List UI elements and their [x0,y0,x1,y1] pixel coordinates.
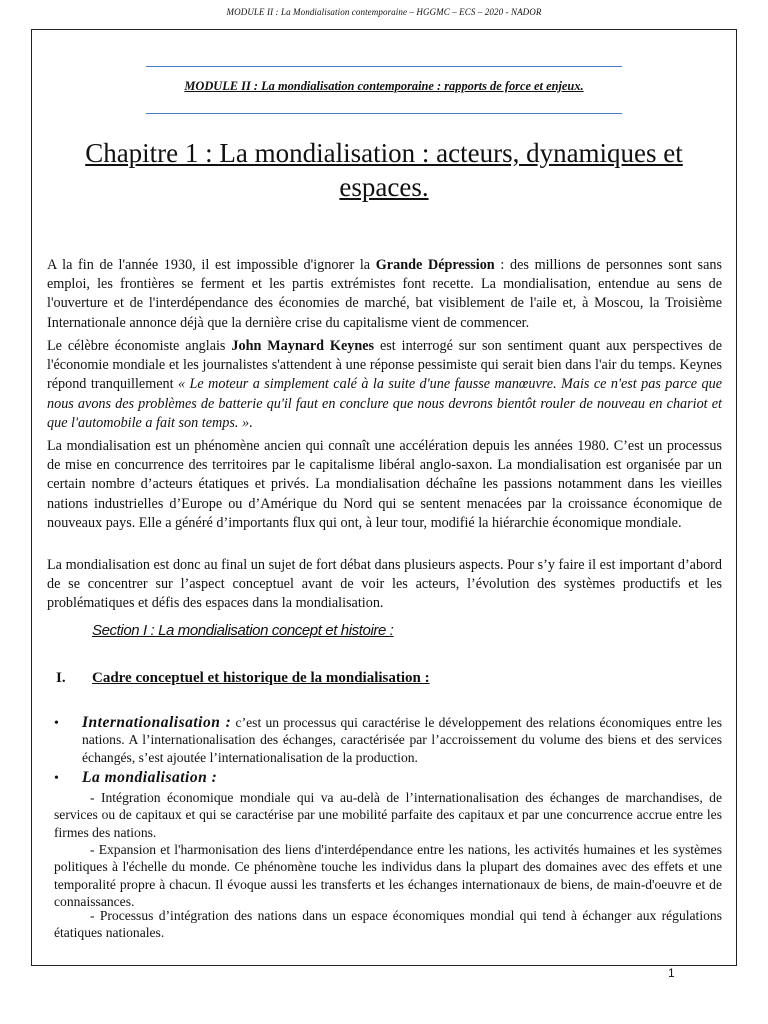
bottom-rule [146,113,622,114]
intro-paragraph-3: La mondialisation est un phénomène ancien qui connaît une accélération depuis les années 1980. C’est un processus de mise en concurrence des territoires par le capitalisme libéral anglo-saxon. La mondialisation est organisée par un certain nombre d’acteurs étatiques et privés. La mondialisation déchaîne les passions notamment dans les vieilles nations industrielles d’Europe ou d’Amérique du Nord qui se sentent menacées par la croissance économique de nouveaux pays. Elle a généré d’importants flux qui ont, à leur tour, modifié la hiérarchie économique mondiale. [47,438,722,531]
p2-text-e: . [249,414,253,431]
chapter-title: Chapitre 1 : La mondialisation : acteurs, dynamiques et espaces. [85,138,683,202]
intro-paragraph-4: La mondialisation est donc au final un sujet de fort débat dans plusieurs aspects. Pour s’y faire il est important d’abord de se concentrer sur l’aspect conceptuel avant de voir les acteurs, l’évolution des systèmes productifs et les problématiques et défis des espaces dans la mondialisation. [47,557,722,612]
mondialisation-item-3: - Processus d’intégration des nations dans un espace économiques mondial qui tend à échanger aux régulations étatiques nationales. [54,908,722,941]
grande-depression: Grande Dépression [375,257,495,273]
section-title: Section I : La mondialisation concept et histoire : [92,622,394,639]
running-header: MODULE II : La Mondialisation contemporaine – HGGMC – ECS – 2020 - NADOR [226,7,542,17]
p1-text-a: A la fin de l'année 1930, il est impossible d'ignorer la [47,257,376,273]
module-title: MODULE II : La mondialisation contemporaine : rapports de force et enjeux. [184,79,584,93]
keynes-name: John Maynard Keynes [231,338,375,354]
mondialisation-item-2: - Expansion et l'harmonisation des liens d'interdépendance entre les nations, les activités humaines et les systèmes politiques à l'échelle du monde. Ce phénomène touche les individus dans la plupart des domaines avec des effets et une temporalité propre à chacun. Il évoque aussi les transferts et les échanges internationaux de biens, de main-d'oeuvre et de connaissances. [54,842,722,910]
mondialisation-item-1: - Intégration économique mondiale qui va au-delà de l’internationalisation des échanges de marchandises, de services ou de capitaux et qui se caractérise par une mobilité parfaite des capitaux et par une concurrence accrue entre les firmes des nations. [54,790,722,840]
heading-text: Cadre conceptuel et historique de la mondialisation : [92,670,430,686]
bullet-icon: • [54,771,59,786]
p1-text-c: : des millions de personnes sont sans emploi, les frontières se ferment et les partis extrémistes font recette. La mondialisation, entendue au sens de l'ouverture et de l'interdépendance des économies de marché, bat visiblement de l'aile et, à Moscou, la Troisième Internationale annonce déjà que la dernière crise du capitalisme vient de commencer. [47,257,722,331]
p2-text-c: est interrogé sur son sentiment quant aux perspectives de l'économie mondiale et les journalistes s'attendent à une réponse pessimiste qui serait bien dans l'air du temps. Keynes répond tranquillement [47,338,722,393]
p2-text-a: Le célèbre économiste anglais [47,338,232,354]
heading-number: I. [56,670,66,686]
page-number: 1 [668,966,675,980]
keynes-quote: « Le moteur a simplement calé à la suite d'une fausse manœuvre. Mais ce n'est pas parce que nous avons des problèmes de batterie qu'il faut en conclure que nous devrons bientôt rouler de nouveau en chariot et que l'automobile a fait son temps. » [47,376,722,431]
heading-1 [56,670,430,687]
term-mondialisation: La mondialisation : [82,769,218,786]
term-internationalisation: Internationalisation : [82,714,232,731]
intro-paragraph-2 [47,337,722,433]
top-rule [146,66,622,67]
definition-internationalisation [82,714,722,766]
definition-internationalisation-text: c’est un processus qui caractérise le développement des relations économiques entre les nations. A l’internationalisation des échanges, caractérisée par l’accroissement du volume des biens et des services échangés, s’est ajoutée l’internationalisation de la production. [82,715,723,765]
bullet-icon: • [54,716,59,731]
intro-paragraph-1 [47,256,722,333]
